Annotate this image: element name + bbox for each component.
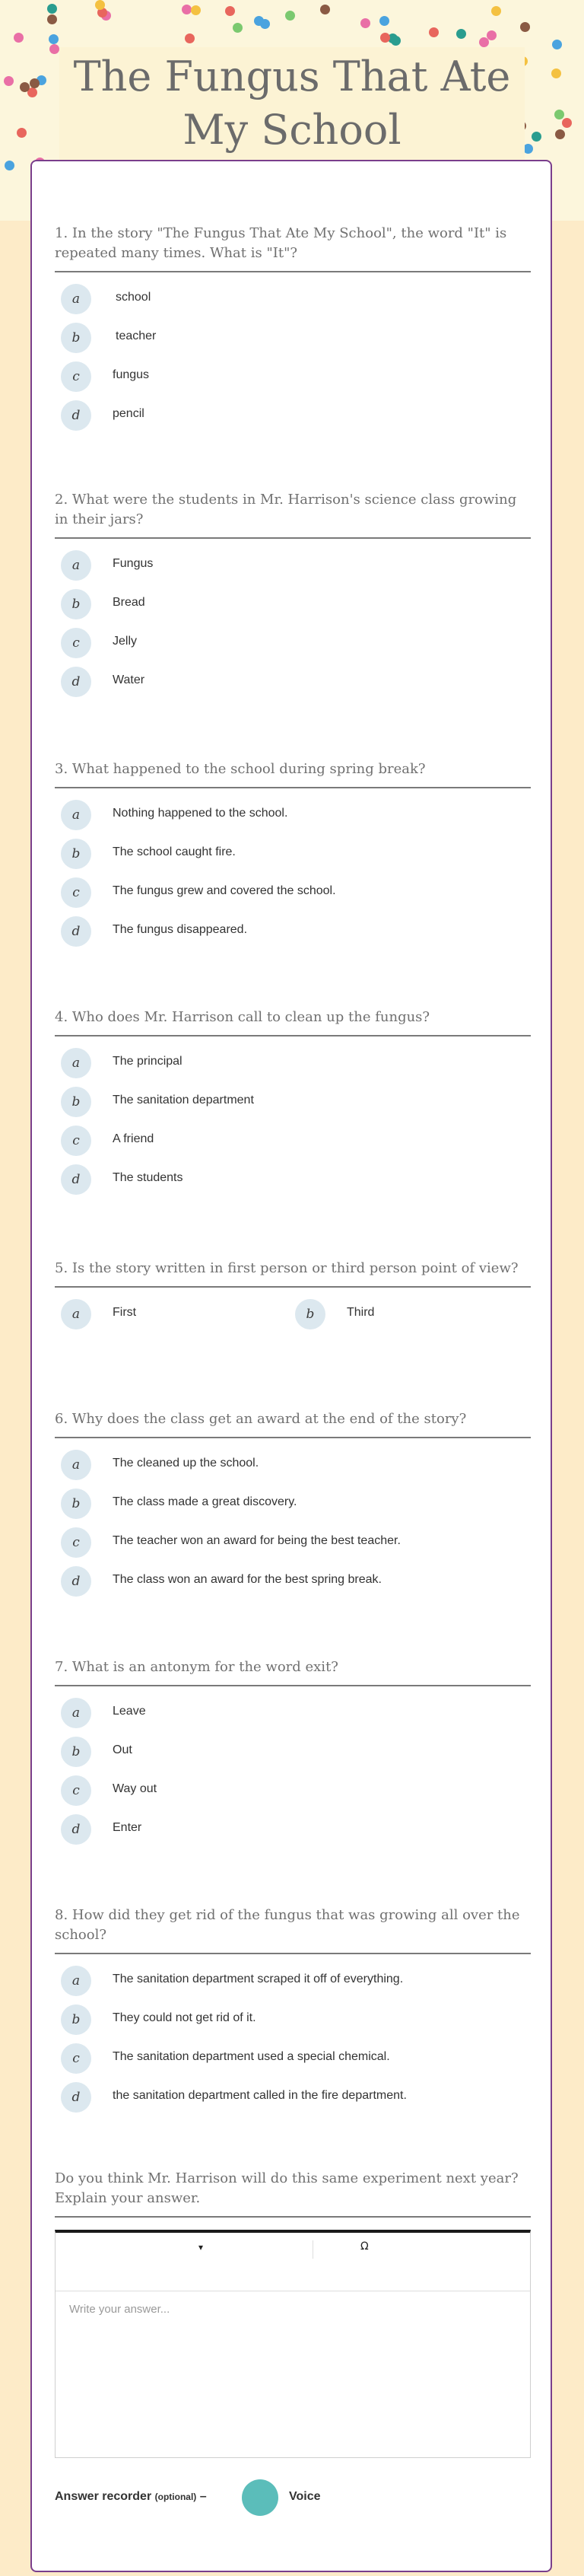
recorder-optional: (optional) (154, 2492, 197, 2502)
option-b[interactable] (55, 1477, 531, 1516)
option-text: The class won an award for the best spring break. (113, 1573, 382, 1586)
option-d[interactable] (55, 389, 531, 428)
confetti-dot (49, 34, 59, 44)
option-letter: a (61, 1450, 91, 1480)
recorder-separator: – (199, 2490, 207, 2503)
option-c[interactable] (55, 866, 531, 905)
options-list (55, 1288, 531, 1326)
question-5 (55, 1259, 531, 1326)
option-text: The sanitation department scraped it off of everything. (113, 1973, 404, 1985)
option-letter: b (61, 839, 91, 869)
option-letter: c (61, 877, 91, 908)
confetti-dot (225, 6, 235, 16)
confetti-dot (554, 110, 564, 119)
option-text: Bread (113, 596, 145, 609)
confetti-dot (191, 5, 201, 15)
confetti-dot (360, 18, 370, 28)
option-text: Third (347, 1306, 375, 1319)
question-text: 5. Is the story written in first person or third person point of view? (55, 1259, 531, 1288)
question-8 (55, 1906, 531, 2110)
option-text: school (116, 291, 151, 304)
options-list (55, 1438, 531, 1594)
confetti-dot (391, 36, 401, 46)
confetti-dot (379, 16, 389, 26)
question-text: 3. What happened to the school during spring break? (55, 759, 531, 788)
option-letter: b (61, 589, 91, 619)
question-text: 1. In the story "The Fungus That Ate My School", the word "It" is repeated many times. What is "It"? (55, 224, 531, 272)
confetti-dot (95, 0, 105, 10)
option-text: Nothing happened to the school. (113, 807, 288, 820)
option-a[interactable] (55, 1288, 283, 1326)
option-letter: a (61, 1698, 91, 1728)
confetti-dot (491, 6, 501, 16)
option-b[interactable] (55, 827, 531, 866)
worksheet-card (30, 160, 552, 2572)
option-letter: c (61, 2043, 91, 2074)
confetti-dot (17, 128, 27, 138)
option-a[interactable] (55, 1954, 531, 1993)
option-letter: d (61, 916, 91, 947)
question-4 (55, 1008, 531, 1192)
confetti-dot (380, 33, 390, 43)
question-text: Do you think Mr. Harrison will do this same experiment next year? Explain your answer. (55, 2169, 531, 2218)
option-text: Out (113, 1743, 132, 1756)
option-b[interactable] (289, 1288, 517, 1326)
option-letter: b (295, 1299, 325, 1329)
answer-textarea[interactable] (56, 2291, 530, 2451)
answer-editor (55, 2230, 531, 2458)
option-text: the sanitation department called in the fire department. (113, 2089, 407, 2102)
question-7 (55, 1657, 531, 1842)
confetti-dot (555, 129, 565, 139)
option-d[interactable] (55, 1555, 531, 1594)
option-letter: a (61, 800, 91, 830)
option-letter: b (61, 1087, 91, 1117)
question-text: 6. Why does the class get an award at the end of the story? (55, 1409, 531, 1438)
question-1 (55, 224, 531, 428)
confetti-dot (4, 76, 14, 86)
confetti-dot (552, 40, 562, 49)
option-text: The teacher won an award for being the best teacher. (113, 1534, 401, 1547)
option-letter: a (61, 550, 91, 581)
option-c[interactable] (55, 1114, 531, 1153)
confetti-dot (551, 68, 561, 78)
option-b[interactable] (55, 311, 531, 350)
confetti-dot (479, 37, 489, 47)
option-letter: c (61, 361, 91, 392)
question-text: 8. How did they get rid of the fungus that was growing all over the school? (55, 1906, 531, 1954)
option-letter: a (61, 284, 91, 314)
option-d[interactable] (55, 655, 531, 694)
option-d[interactable] (55, 905, 531, 944)
option-text: Jelly (113, 635, 138, 648)
option-letter: a (61, 1299, 91, 1329)
option-c[interactable] (55, 1764, 531, 1803)
answer-recorder (55, 2479, 531, 2516)
option-a[interactable] (55, 1686, 531, 1725)
confetti-dot (532, 132, 541, 142)
confetti-dot (254, 16, 264, 26)
option-text: Way out (113, 1782, 157, 1795)
option-letter: d (61, 1164, 91, 1195)
confetti-dot (429, 27, 439, 37)
option-c[interactable] (55, 350, 531, 389)
options-list (55, 539, 531, 694)
option-d[interactable] (55, 2071, 531, 2110)
confetti-dot (47, 14, 57, 24)
option-letter: d (61, 1566, 91, 1597)
option-letter: b (61, 2004, 91, 2035)
confetti-dot (320, 5, 330, 14)
caret-down-icon[interactable]: ▾ (198, 2242, 204, 2253)
question-text: 2. What were the students in Mr. Harrison's science class growing in their jars? (55, 490, 531, 539)
options-list (55, 272, 531, 428)
option-b[interactable] (55, 1993, 531, 2032)
option-letter: d (61, 1814, 91, 1845)
option-letter: c (61, 1775, 91, 1806)
editor-toolbar (56, 2233, 530, 2291)
option-letter: a (61, 1966, 91, 1996)
option-text: The sanitation department (113, 1094, 254, 1107)
recorder-label (55, 2490, 207, 2504)
option-a[interactable] (55, 788, 531, 827)
option-text: Enter (113, 1821, 142, 1834)
confetti-dot (30, 78, 40, 88)
option-a[interactable] (55, 539, 531, 578)
options-list (55, 1954, 531, 2110)
option-text: Leave (113, 1705, 146, 1718)
confetti-dot (233, 23, 243, 33)
confetti-dot (20, 82, 30, 92)
confetti-dot (14, 33, 24, 43)
option-text: The fungus disappeared. (113, 923, 248, 936)
page-title: The Fungus That Ate My School (73, 53, 511, 154)
options-list (55, 1686, 531, 1842)
option-letter: b (61, 323, 91, 353)
option-a[interactable] (55, 1036, 531, 1075)
question-2 (55, 490, 531, 694)
option-c[interactable] (55, 616, 531, 655)
record-voice-button[interactable] (242, 2479, 278, 2516)
option-text: The cleaned up the school. (113, 1457, 259, 1469)
option-letter: d (61, 2082, 91, 2113)
question-6 (55, 1409, 531, 1594)
confetti-dot (456, 29, 466, 39)
recorder-title: Answer recorder (55, 2490, 152, 2503)
option-letter: c (61, 628, 91, 658)
options-list (55, 1036, 531, 1192)
option-letter: b (61, 1737, 91, 1767)
option-b[interactable] (55, 1725, 531, 1764)
option-text: The school caught fire. (113, 845, 236, 858)
options-list (55, 788, 531, 944)
option-text: First (113, 1306, 137, 1319)
omega-icon[interactable]: Ω (360, 2240, 369, 2253)
confetti-dot (285, 11, 295, 21)
option-text: fungus (113, 368, 150, 381)
option-text: The fungus grew and covered the school. (113, 884, 336, 897)
option-text: The students (113, 1171, 183, 1184)
confetti-dot (49, 44, 59, 54)
confetti-dot (185, 33, 195, 43)
option-c[interactable] (55, 1516, 531, 1555)
question-3 (55, 759, 531, 944)
option-d[interactable] (55, 1803, 531, 1842)
option-letter: c (61, 1527, 91, 1558)
option-letter: c (61, 1126, 91, 1156)
question-text: 7. What is an antonym for the word exit? (55, 1657, 531, 1686)
option-letter: d (61, 400, 91, 431)
option-text: Fungus (113, 557, 154, 570)
option-text: A friend (113, 1132, 154, 1145)
question-text: 4. Who does Mr. Harrison call to clean up the fungus? (55, 1008, 531, 1036)
voice-label: Voice (289, 2490, 321, 2503)
option-text: The principal (113, 1055, 182, 1068)
option-b[interactable] (55, 578, 531, 616)
option-b[interactable] (55, 1075, 531, 1114)
option-text: The class made a great discovery. (113, 1495, 297, 1508)
open-question (55, 2169, 531, 2218)
confetti-dot (47, 4, 57, 14)
option-text: They could not get rid of it. (113, 2011, 256, 2024)
option-text: teacher (116, 330, 157, 342)
option-text: pencil (113, 407, 144, 420)
option-letter: d (61, 667, 91, 697)
option-a[interactable] (55, 1438, 531, 1477)
option-d[interactable] (55, 1153, 531, 1192)
option-text: The sanitation department used a special chemical. (113, 2050, 390, 2063)
confetti-dot (562, 118, 572, 128)
option-a[interactable] (55, 272, 531, 311)
confetti-dot (5, 161, 14, 170)
option-text: Water (113, 673, 145, 686)
option-c[interactable] (55, 2032, 531, 2071)
confetti-dot (520, 22, 530, 32)
option-letter: b (61, 1489, 91, 1519)
option-letter: a (61, 1048, 91, 1078)
